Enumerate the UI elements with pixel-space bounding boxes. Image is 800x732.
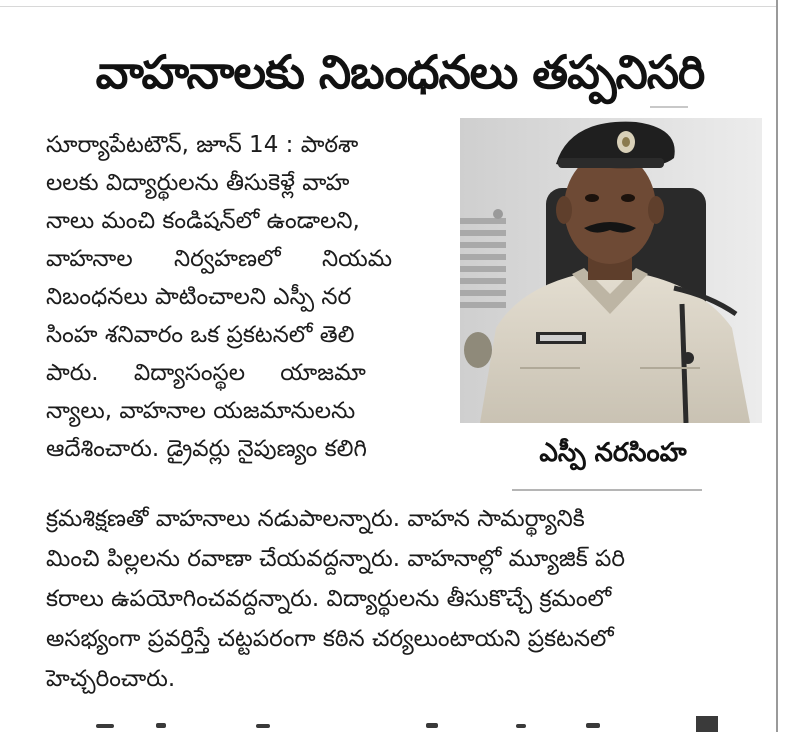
article-line: నిబంధనలు పాటించాలని ఎస్పీ నర [46,284,352,310]
article-line: క్రమశిక్షణతో వాహనాలు నడుపాలన్నారు. వాహన సామర్థ్యానికి [46,506,585,532]
top-divider [0,6,776,7]
article-line: సూర్యాపేటటౌన్, జూన్ 14 : పాఠశా [46,132,359,158]
caption-divider [512,489,702,491]
decorative-rule [650,106,688,108]
photo-caption: ఎస్పీ నరసింహ [539,438,687,468]
article-line: వాహనాల నిర్వహణలో నియమ [46,246,393,272]
article-line: నాలు మంచి కండిషన్‌లో ఉండాలని, [46,208,360,234]
cropped-next-article [46,712,766,732]
cropped-text-fragment-icon [46,712,766,732]
article-line: కరాలు ఉపయోగించవద్దన్నారు. విద్యార్థులను తీసుకొచ్చే క్రమంలో [46,586,612,612]
police-officer-portrait-icon [460,118,762,423]
article-line: ఆదేశించారు. డ్రైవర్లు నైపుణ్యం కలిగి [46,436,367,462]
article-line: మించి పిల్లలను రవాణా చేయవద్దన్నారు. వాహనాల్లో మ్యూజిక్ పరి [46,546,626,572]
article-line: సింహ శనివారం ఒక ప్రకటనలో తెలి [46,322,355,348]
article-line: న్యాలు, వాహనాల యజమానులను [46,398,356,424]
officer-photo [460,118,762,423]
article-line: పారు. విద్యాసంస్థల యాజమా [46,360,366,386]
article-line: హెచ్చరించారు. [46,666,176,692]
article-headline: వాహనాలకు నిబంధనలు తప్పనిసరి [95,45,705,99]
article-line: లలకు విద్యార్థులను తీసుకెళ్లే వాహ [46,170,350,196]
article-line: అసభ్యంగా ప్రవర్తిస్తే చట్టపరంగా కఠిన చర్యలుంటాయని ప్రకటనలో [46,626,614,652]
column-divider [776,0,778,732]
